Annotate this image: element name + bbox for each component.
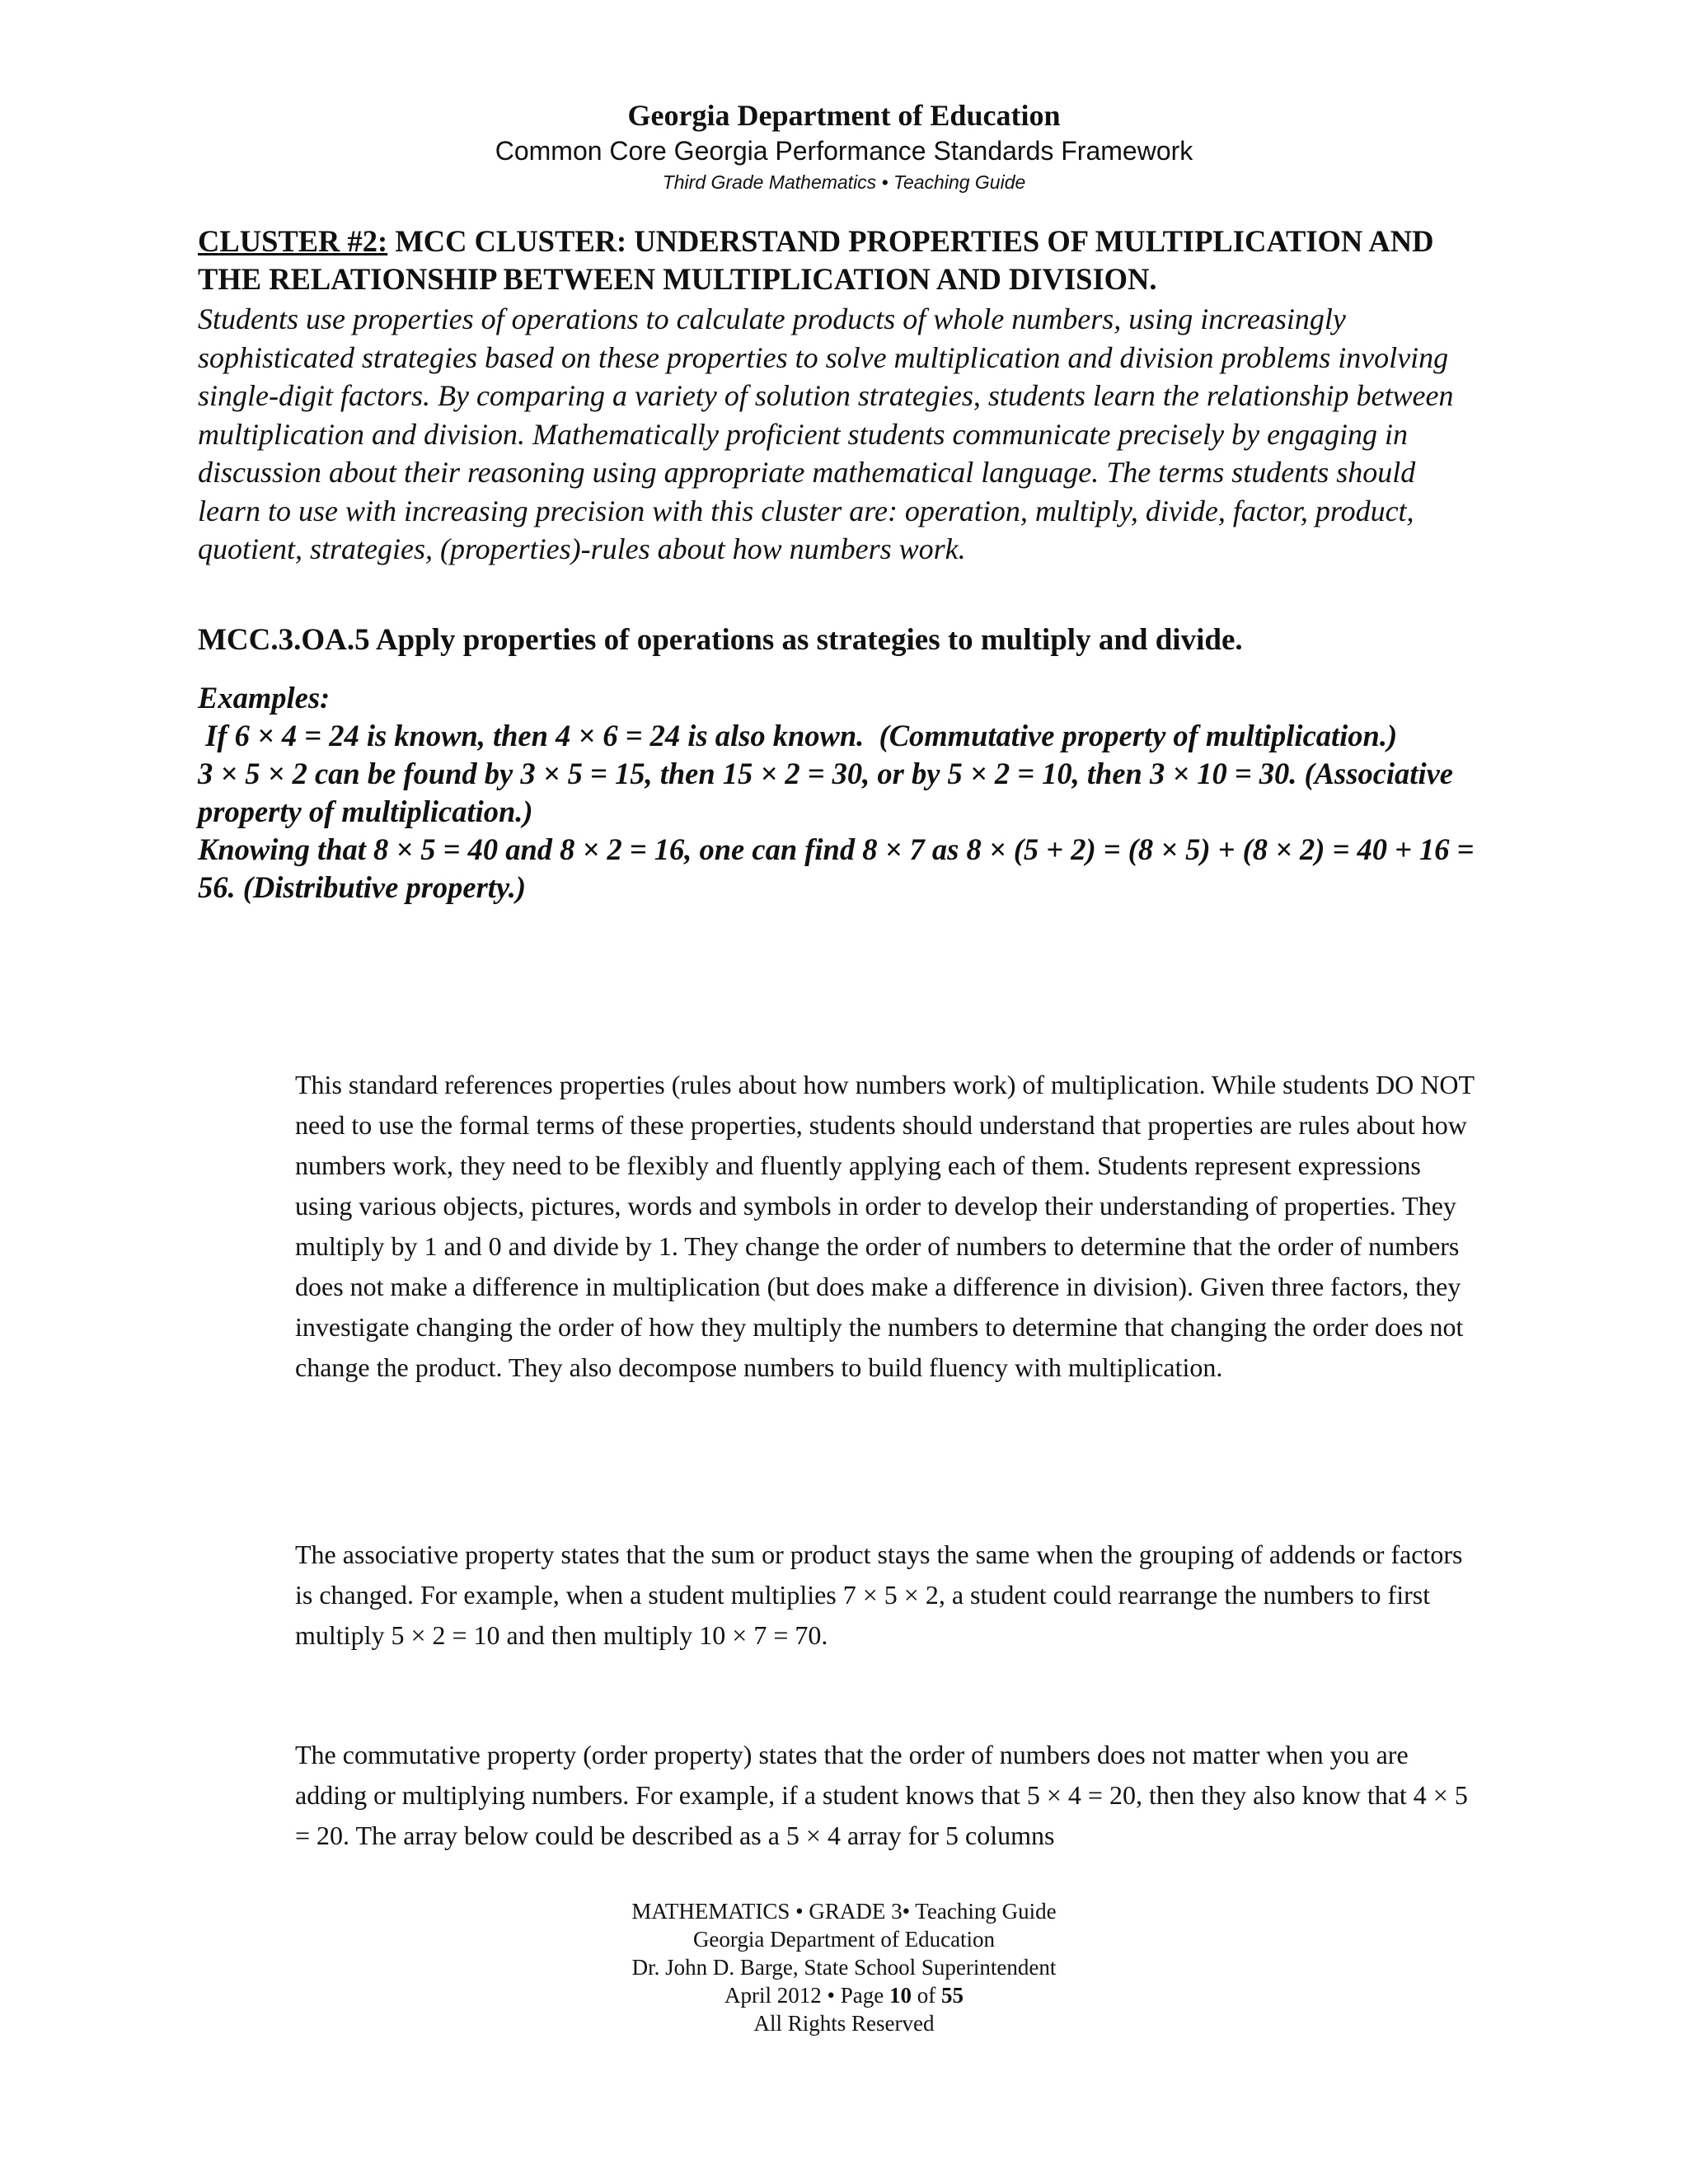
examples-heading: Examples: <box>198 680 331 715</box>
main-content <box>198 223 1484 907</box>
examples-block <box>198 679 1484 907</box>
cluster-title: MCC CLUSTER: UNDERSTAND PROPERTIES OF MULTIPLICATION AND THE RELATIONSHIP BETWEEN MULTIPLICATION AND DIVISION. <box>198 224 1434 296</box>
cluster-description: Students use properties of operations to calculate products of whole numbers, using increasingly sophisticated strategies based on these properties to solve multiplication and division problems involving single-digit factors. By comparing a variety of solution strategies, students learn the relationship between multiplication and division. Mathematically proficient students communicate precisely by engaging in discussion about their reasoning using appropriate mathematical language. The terms students should learn to use with increasing precision with this cluster are: operation, multiply, divide, factor, product, quotient, strategies, (properties)-rules about how numbers work. <box>198 302 1454 565</box>
standard-title: MCC.3.OA.5 Apply properties of operations as strategies to multiply and divide. <box>198 622 1243 657</box>
example-commutative: If 6 × 4 = 24 is known, then 4 × 6 = 24 is also known. (Commutative property of multiplication.) <box>198 718 1398 752</box>
example-distributive: Knowing that 8 × 5 = 40 and 8 × 2 = 16, one can find 8 × 7 as 8 × (5 + 2) = (8 × 5) + (8 × 2) = 40 + 16 = 56. (Distributive property.) <box>198 832 1475 904</box>
page-header <box>0 97 1688 196</box>
footer-date: April 2012 • Page <box>724 1983 889 2008</box>
paragraph-commutative-property: The commutative property (order property) states that the order of numbers does not matter when you are adding or multiplying numbers. For example, if a student knows that 5 × 4 = 20, then they also know that 4 × 5 = 20. The array below could be described as a 5 × 4 array for 5 columns <box>295 1740 1468 1850</box>
paragraph-properties-overview: This standard references properties (rules about how numbers work) of multiplication. While students DO NOT need to use the formal terms of these properties, students should understand that properties are rules about how numbers work, they need to be flexibly and fluently applying each of them. Students represent expressions using various objects, pictures, words and symbols in order to develop their understanding of properties. They multiply by 1 and 0 and divide by 1. They change the order of numbers to determine that the order of numbers does not make a difference in multiplication (but does make a difference in division). Given three factors, they investigate changing the order of how they multiply the numbers to determine that changing the order does not change the product. They also decompose numbers to build fluency with multiplication. <box>295 1070 1475 1382</box>
footer-superintendent: Dr. John D. Barge, State School Superintendent <box>631 1955 1057 1980</box>
header-organization: Georgia Department of Education <box>627 99 1061 132</box>
footer-page-total: 55 <box>940 1983 964 2008</box>
header-framework: Common Core Georgia Performance Standards Framework <box>495 136 1193 166</box>
footer-page-info <box>0 1981 1688 2009</box>
footer-rights: All Rights Reserved <box>753 2011 935 2036</box>
footer-subject: MATHEMATICS • GRADE 3• Teaching Guide <box>631 1899 1057 1924</box>
footer-page-number: 10 <box>889 1983 912 2008</box>
cluster-label: CLUSTER #2: <box>198 224 388 258</box>
footer-organization: Georgia Department of Education <box>692 1927 996 1952</box>
header-guide: Third Grade Mathematics • Teaching Guide <box>662 171 1026 193</box>
paragraph-associative-property: The associative property states that the sum or product stays the same when the grouping of addends or factors is changed. For example, when a student multiplies 7 × 5 × 2, a student could rearrange the numbers to first multiply 5 × 2 = 10 and then multiply 10 × 7 = 70. <box>295 1540 1463 1650</box>
example-associative: 3 × 5 × 2 can be found by 3 × 5 = 15, then 15 × 2 = 30, or by 5 × 2 = 10, then 3 × 10 = 30. (Associative property of multiplication.) <box>198 756 1453 828</box>
cluster-heading <box>198 223 1484 298</box>
page-footer <box>0 1897 1688 2037</box>
footer-of: of <box>911 1983 941 2008</box>
